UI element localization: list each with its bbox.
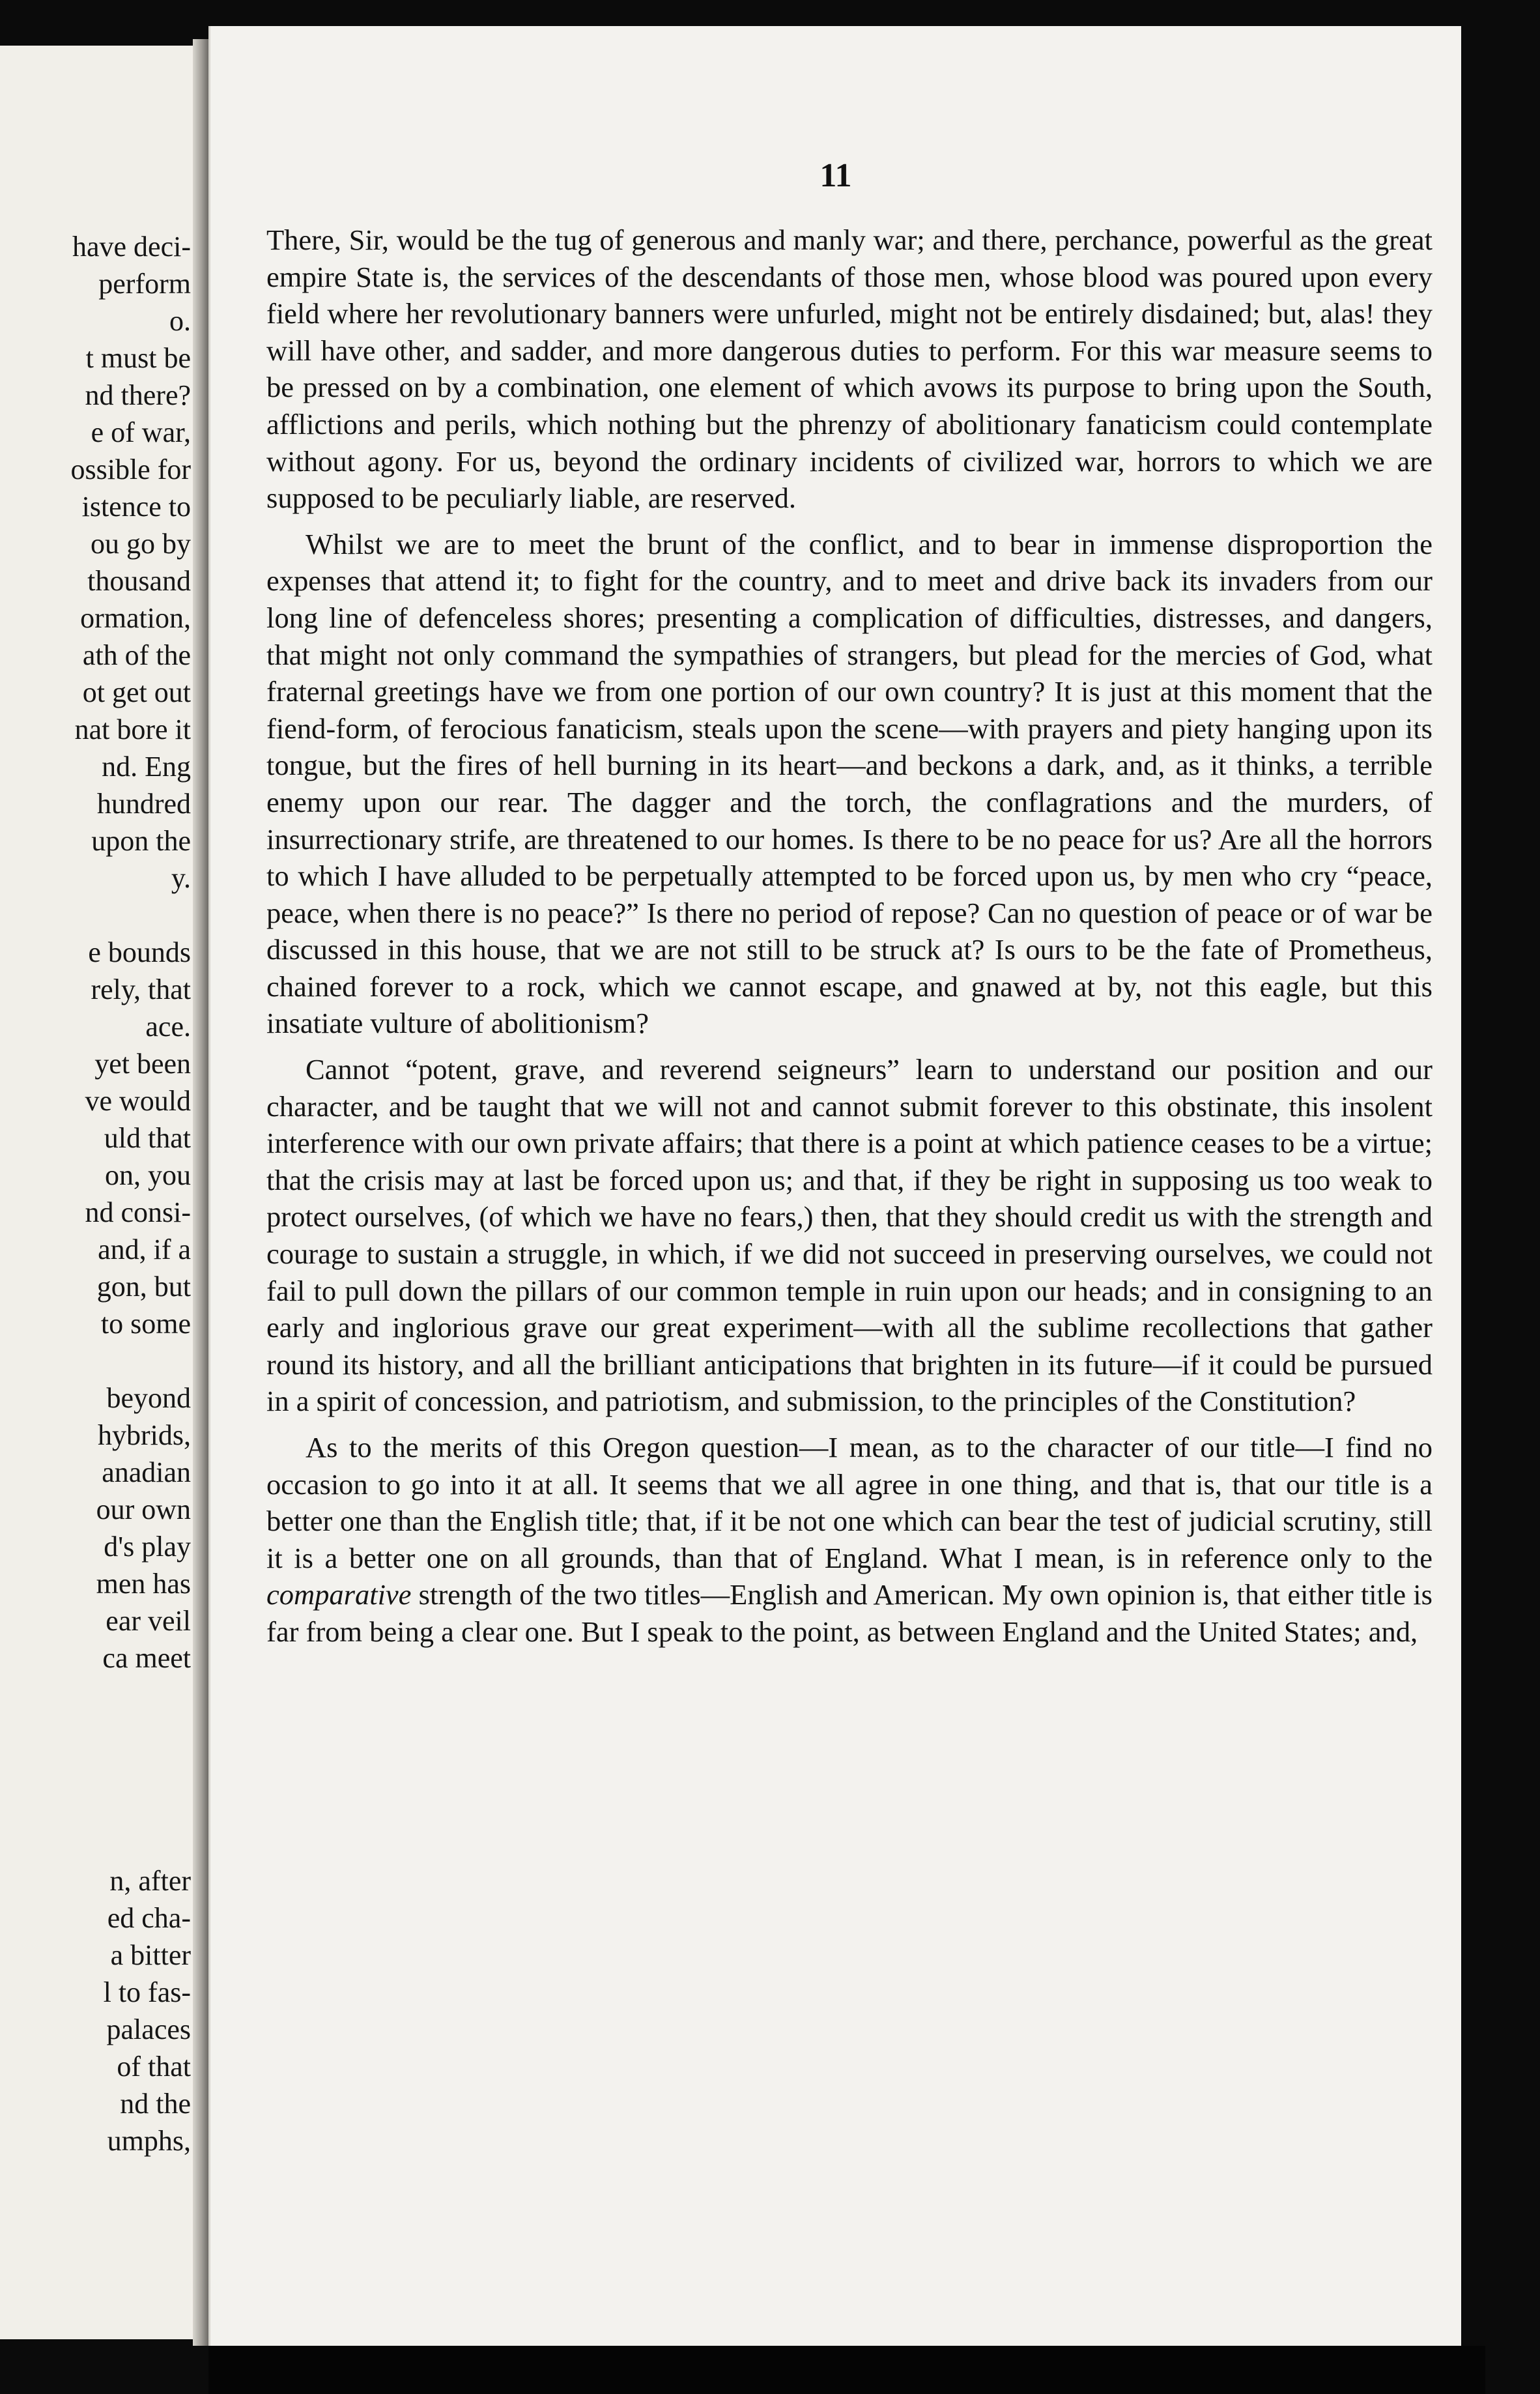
left-page-line: thousand xyxy=(87,565,191,597)
left-page-line: of that xyxy=(117,2051,191,2083)
paragraph-1: There, Sir, would be the tug of generous and manly war; and there, perchance, powerful as the great empire State is, the services of the descendants of those men, whose blood was poured upon every field where her revolutionary banners were unfurled, might not be entirely disdained; but, alas! they will have other, and sadder, and more dangerous duties to perform. For this war measure seems to be pressed on by a combination, one element of which avows its purpose to bring upon the South, afflictions and perils, which nothing but the phrenzy of abolitionary fanaticism could contemplate without agony. For us, beyond the ordinary incidents of civilized war, horrors to which we are supposed to be peculiarly liable, are reserved. xyxy=(266,224,1433,515)
left-page-line: hundred xyxy=(96,788,191,820)
left-page-line: d's play xyxy=(104,1531,191,1563)
left-page-line: ossible for xyxy=(70,454,191,485)
left-page-edge xyxy=(0,46,199,2339)
scan-bottom-edge xyxy=(208,2346,1485,2394)
left-page-line: nd consi- xyxy=(85,1196,191,1228)
left-page-line: ou go by xyxy=(91,528,191,560)
left-page-line-fragments xyxy=(0,228,191,2159)
page-number: 11 xyxy=(820,157,852,194)
paragraph-4 xyxy=(266,1429,1433,1651)
left-page-line: ath of the xyxy=(82,639,191,671)
left-page-line: beyond xyxy=(106,1382,191,1414)
left-page-line: ed cha- xyxy=(107,1902,191,1934)
left-page-line: o. xyxy=(169,305,191,337)
left-page-line: rely, that xyxy=(91,973,191,1005)
left-page-line: nd. Eng xyxy=(102,751,191,783)
left-page-line: ca meet xyxy=(102,1642,191,1674)
left-page-line: a bitter xyxy=(110,1939,191,1971)
left-page-line xyxy=(0,1714,191,1751)
left-page-line: men has xyxy=(96,1568,191,1600)
paragraph-4-end: strength of the two titles—English and American. My own opinion is, that either title is far from being a clear one. But I speak to the point, as between England and the United States; and, xyxy=(266,1578,1433,1648)
left-page-line: palaces xyxy=(106,2013,191,2045)
left-page-line: our own xyxy=(96,1493,191,1525)
left-page-line xyxy=(0,1825,191,1862)
left-page-line: ve would xyxy=(85,1085,191,1117)
left-page-line: uld that xyxy=(104,1122,191,1154)
left-page-line: and, if a xyxy=(98,1233,191,1265)
left-page-line xyxy=(0,897,191,934)
left-page-line: t must be xyxy=(85,342,191,374)
right-page xyxy=(208,26,1461,2359)
left-page-line: nd there? xyxy=(85,379,191,411)
left-page-line: l to fas- xyxy=(103,1976,191,2008)
paragraph-4-start: As to the merits of this Oregon question—I mean, as to the character of our title—I find no occasion to go into it at all. It seems that we all agree in one thing, and that is, that our title is a better one than the English title; that, if it be not one which can bear the test of judicial scrutiny, still it is a better one on all grounds, than that of England. What I mean, is in reference only to the xyxy=(266,1431,1433,1574)
left-page-line: y. xyxy=(171,862,191,894)
left-page-line: gon, but xyxy=(96,1271,191,1303)
left-page-line xyxy=(0,1788,191,1825)
left-page-line: to some xyxy=(100,1308,191,1340)
left-page-line xyxy=(0,1677,191,1714)
left-page-line: ace. xyxy=(145,1011,191,1043)
left-page-line: e of war, xyxy=(91,416,191,448)
left-page-line: hybrids, xyxy=(98,1419,191,1451)
left-page-line: have deci- xyxy=(72,231,191,263)
left-page-line: istence to xyxy=(81,491,191,523)
left-page-line: upon the xyxy=(91,825,191,857)
left-page-line: ormation, xyxy=(80,602,191,634)
page-body-text xyxy=(266,222,1433,1660)
left-page-line: umphs, xyxy=(107,2125,191,2157)
left-page-line xyxy=(0,1751,191,1788)
left-page-line: nd the xyxy=(120,2088,191,2120)
left-page-line: on, you xyxy=(105,1159,191,1191)
left-page-line: nat bore it xyxy=(74,714,191,745)
emphasis-comparative: comparative xyxy=(266,1578,412,1611)
left-page-line: n, after xyxy=(109,1865,191,1897)
left-page-line: ot get out xyxy=(82,676,191,708)
left-page-line: ear veil xyxy=(106,1605,191,1637)
left-page-line: yet been xyxy=(94,1048,191,1080)
left-page-line: e bounds xyxy=(88,936,191,968)
left-page-line: anadian xyxy=(102,1456,191,1488)
left-page-line xyxy=(0,1342,191,1379)
left-page-line: perform xyxy=(98,268,191,300)
paragraph-2: Whilst we are to meet the brunt of the conflict, and to bear in immense disproportion the expenses that attend it; to fight for the country, and to meet and drive back its invaders from our long line of defenceless shores; presenting a complication of difficulties, distresses, and dangers, that might not only command the sympathies of strangers, but plead for the mercies of God, what fraternal greetings have we from one portion of our own country? It is just at this moment that the fiend-form, of ferocious fanaticism, steals upon the scene—with prayers and piety hanging upon its tongue, but the fires of hell burning in its heart—and beckons a dark, and, as it thinks, a terrible enemy upon our rear. The dagger and the torch, the conflagrations and the murders, of insurrectionary strife, are threatened to our homes. Is there to be no peace for us? Are all the horrors to which I have alluded to be perpetually attempted to be forced upon us, by men who cry “peace, peace, when there is no peace?” Is there no period of repose? Can no question of peace or of war be discussed in this house, that we are not still to be struck at? Is ours to be the fate of Prometheus, chained forever to a rock, which we cannot escape, and gnawed at by, not this eagle, but this insatiate vulture of abolitionism? xyxy=(266,527,1433,1040)
paragraph-3: Cannot “potent, grave, and reverend seigneurs” learn to understand our position and our character, and be taught that we will not and cannot submit forever to this obstinate, this insolent interference with our own private affairs; that there is a point at which patience ceases to be a virtue; that the crisis may at last be forced upon us; and that, if they be right in supposing us too weak to protect ourselves, (of which we have no fears,) then, that they should credit us with the strength and courage to sustain a struggle, in which, if we did not succeed in preserving ourselves, we could not fail to pull down the pillars of our common temple in ruin upon our heads; and in consigning to an early and inglorious grave our great experiment—with all the sublime recollections that gather round its history, and all the brilliant anticipations that brighten in its future—if it could be pursued in a spirit of concession, and patriotism, and submission, to the principles of the Constitution? xyxy=(266,1053,1433,1418)
